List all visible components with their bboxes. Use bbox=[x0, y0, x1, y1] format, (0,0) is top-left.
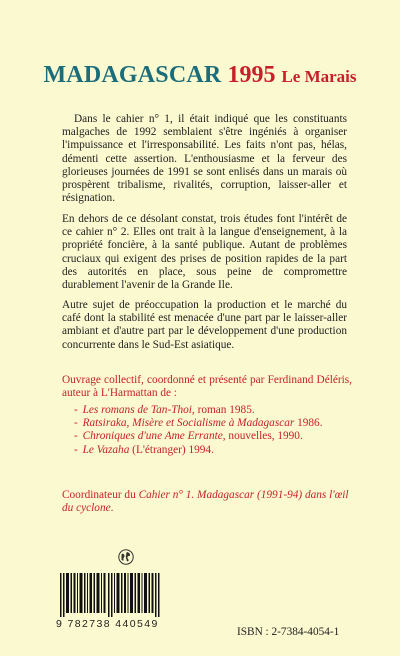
book-title bbox=[0, 62, 400, 89]
work-item: - Chroniques d'une Ame Errante, nouvelles, 1990. bbox=[74, 430, 303, 443]
author-intro: Ouvrage collectif, coordonné et présenté par Ferdinand Déléris, auteur à L'Harmattan de : bbox=[62, 374, 352, 400]
summary-paragraph-1: Dans le cahier n° 1, il était indiqué que les constituants malgaches de 1992 semblaient s'être ingéniés à organiser l'impuissance et l'irresponsabilité. Les faits n'ont pas, hélas, démenti cette assertion. L'enthousiasme et la ferveur des glorieuses journées de 1991 se sont enlisés dans un marais où prospèrent tribalisme, rivalités, corruption, laisser-aller et résignation. bbox=[62, 113, 347, 205]
globe-icon bbox=[118, 549, 134, 565]
title-subtitle: Le Marais bbox=[281, 67, 357, 86]
title-year: 1995 bbox=[227, 62, 276, 88]
coordinator-note: Coordinateur du Cahier n° 1. Madagascar (1991-94) dans l'œil du cyclone. bbox=[62, 489, 349, 515]
isbn-label: ISBN : 2-7384-4054-1 bbox=[237, 626, 340, 638]
author-works-list bbox=[62, 404, 352, 457]
work-item: - Le Vazaha (L'étranger) 1994. bbox=[74, 443, 214, 456]
barcode-number: 9 782738 440549 bbox=[56, 618, 159, 630]
work-item: - Les romans de Tan-Thoi, roman 1985. bbox=[74, 404, 255, 416]
work-title: Ratsiraka, Misère et Socialisme à Madagascar bbox=[82, 417, 295, 430]
title-main: MADAGASCAR bbox=[43, 62, 222, 88]
work-title: Les romans de Tan-Thoi bbox=[82, 404, 192, 416]
summary-paragraph-2: En dehors de ce désolant constat, trois études font l'intérêt de ce cahier n° 2. Elles ont trait à la langue d'enseignement, à la propriété foncière, à la santé publique. Autant de problèmes cruciaux qui exigent des prises de position rapides de la part des autorités en place, sous peine de compromettre durablement l'avenir de la Grande Ile. bbox=[62, 213, 347, 292]
work-title: Chroniques d'une Ame Errante bbox=[82, 430, 223, 443]
summary-paragraph-3: Autre sujet de préoccupation la production et le marché du café dont la stabilité est menacée d'une part par le laisser-aller ambiant et d'autre part par le développement d'une production concurrente dans le Sud-Est asiatique. bbox=[62, 299, 347, 351]
work-item: - Ratsiraka, Misère et Socialisme à Madagascar 1986. bbox=[74, 417, 323, 430]
work-title: Le Vazaha bbox=[82, 443, 130, 456]
barcode-icon bbox=[60, 573, 162, 617]
